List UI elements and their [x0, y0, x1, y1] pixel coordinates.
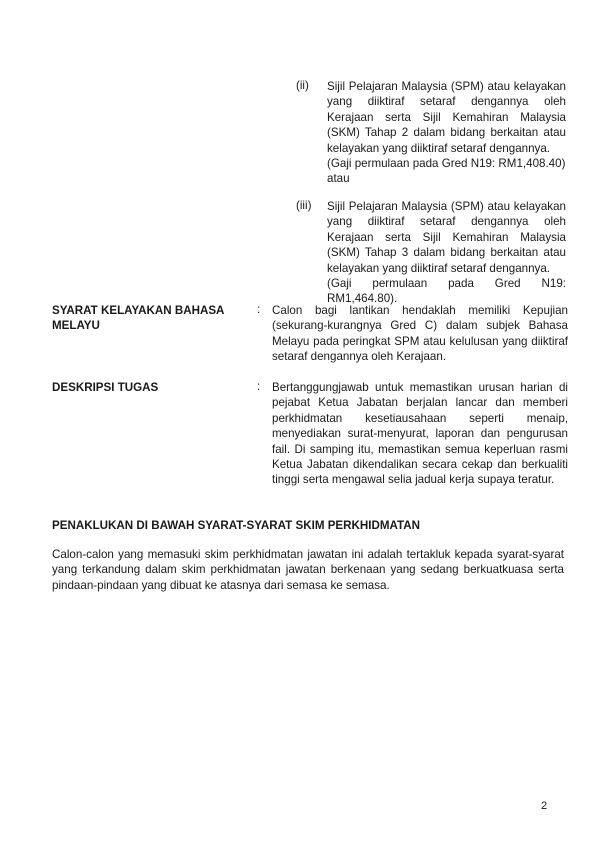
- section-heading: PENAKLUKAN DI BAWAH SYARAT-SYARAT SKIM PERKHIDMATAN: [52, 519, 421, 532]
- separator: :: [257, 380, 261, 393]
- qualification-item-ii: [296, 79, 566, 187]
- job-description-label: DESKRIPSI TUGAS: [52, 381, 159, 394]
- item-text: Sijil Pelajaran Malaysia (SPM) atau kelayakan yang diiktiraf setaraf dengannya oleh Kerajaan serta Sijil Kemahiran Malaysia (SKM) Tahap 3 dalam bidang berkaitan atau kelayakan yang diiktiraf setaraf dengannya.: [327, 200, 566, 275]
- qualification-item-iii: [296, 199, 566, 307]
- item-number: (ii): [296, 79, 309, 92]
- job-description-row: [52, 380, 568, 488]
- job-description-text: Bertanggungjawab untuk memastikan urusan harian di pejabat Ketua Jabatan berjalan lancar dan memberi perkhidmatan kesetiausahaan seperti menaip, menyediakan surat-menyurat, laporan dan pengurusan fail. Di samping itu, memastikan semua keperluan rasmi Ketua Jabatan dikendalikan secara cekap dan berkualiti tinggi serta mengawal selia jadual kerja supaya teratur.: [272, 381, 568, 487]
- separator: :: [257, 303, 261, 316]
- item-number: (iii): [296, 199, 312, 212]
- language-requirement-label: SYARAT KELAYAKAN BAHASA MELAYU: [52, 304, 225, 333]
- item-salary: (Gaji permulaan pada Gred N19: RM1,408.40): [327, 157, 566, 171]
- language-requirement-text: Calon bagi lantikan hendaklah memiliki Kepujian (sekurang-kurangnya Gred C) dalam subjek Bahasa Melayu pada peringkat SPM atau kelulusan yang diiktiraf setaraf dengannya oleh Kerajaan.: [272, 304, 568, 364]
- page-number: 2: [541, 800, 548, 812]
- section-paragraph: Calon-calon yang memasuki skim perkhidmatan jawatan ini adalah tertakluk kepada syarat-syarat yang terkandung dalam skim perkhidmatan jawatan berkenaan yang sedang berkuatkuasa serta pindaan-pindaan yang dibuat ke atasnya dari semasa ke semasa.: [52, 548, 564, 592]
- language-requirement-row: [52, 303, 568, 365]
- item-salary: (Gaji permulaan pada Gred N19: RM1,464.80).: [327, 277, 566, 306]
- item-connector: atau: [327, 172, 350, 186]
- item-text: Sijil Pelajaran Malaysia (SPM) atau kelayakan yang diiktiraf setaraf dengannya oleh Kerajaan serta Sijil Kemahiran Malaysia (SKM) Tahap 2 dalam bidang berkaitan atau kelayakan yang diiktiraf setaraf dengannya.: [327, 80, 566, 155]
